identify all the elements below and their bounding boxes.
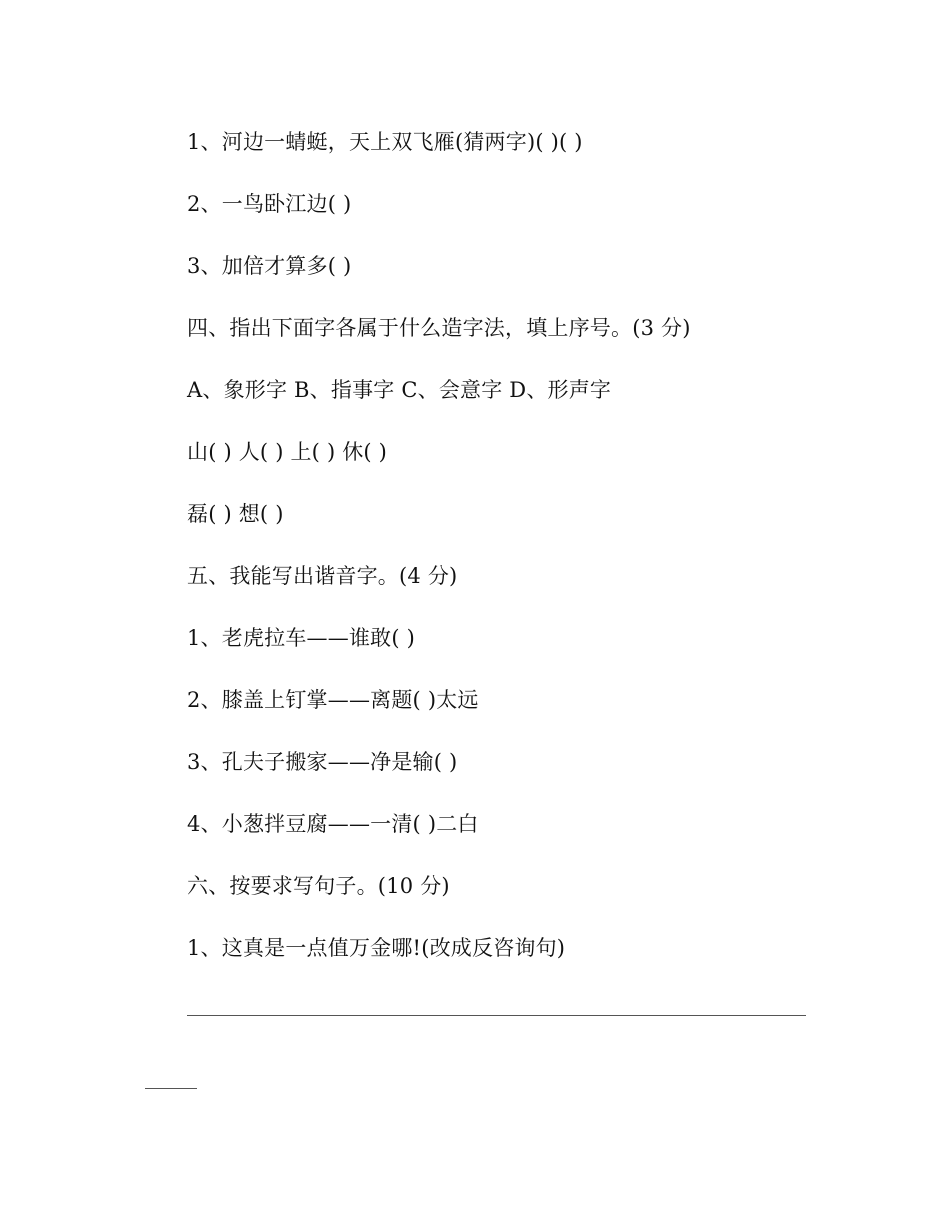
answer-line <box>187 1015 806 1016</box>
footnote-separator <box>145 1088 197 1089</box>
character-blanks-row-2: 磊( ) 想( ) <box>187 502 284 526</box>
character-blanks-row-1: 山( ) 人( ) 上( ) 休( ) <box>187 440 388 464</box>
homophone-question-1: 1、老虎拉车——谁敢( ) <box>187 626 416 650</box>
section-six-heading: 六、按要求写句子。(10 分) <box>187 874 450 898</box>
section-four-heading: 四、指出下面字各属于什么造字法，填上序号。(3 分) <box>187 316 691 340</box>
homophone-question-3: 3、孔夫子搬家——净是输( ) <box>187 750 458 774</box>
homophone-question-4: 4、小葱拌豆腐——一清( )二白 <box>187 812 479 836</box>
sentence-question-1: 1、这真是一点值万金哪!(改成反咨询句) <box>187 936 566 960</box>
riddle-question-3: 3、加倍才算多( ) <box>187 254 352 278</box>
riddle-question-2: 2、一鸟卧江边( ) <box>187 192 352 216</box>
homophone-question-2: 2、膝盖上钉掌——离题( )太远 <box>187 688 479 712</box>
riddle-question-1: 1、河边一蜻蜓，天上双飞雁(猜两字)( )( ) <box>187 130 583 154</box>
section-five-heading: 五、我能写出谐音字。(4 分) <box>187 564 458 588</box>
character-formation-options: A、象形字 B、指事字 C、会意字 D、形声字 <box>187 378 612 402</box>
